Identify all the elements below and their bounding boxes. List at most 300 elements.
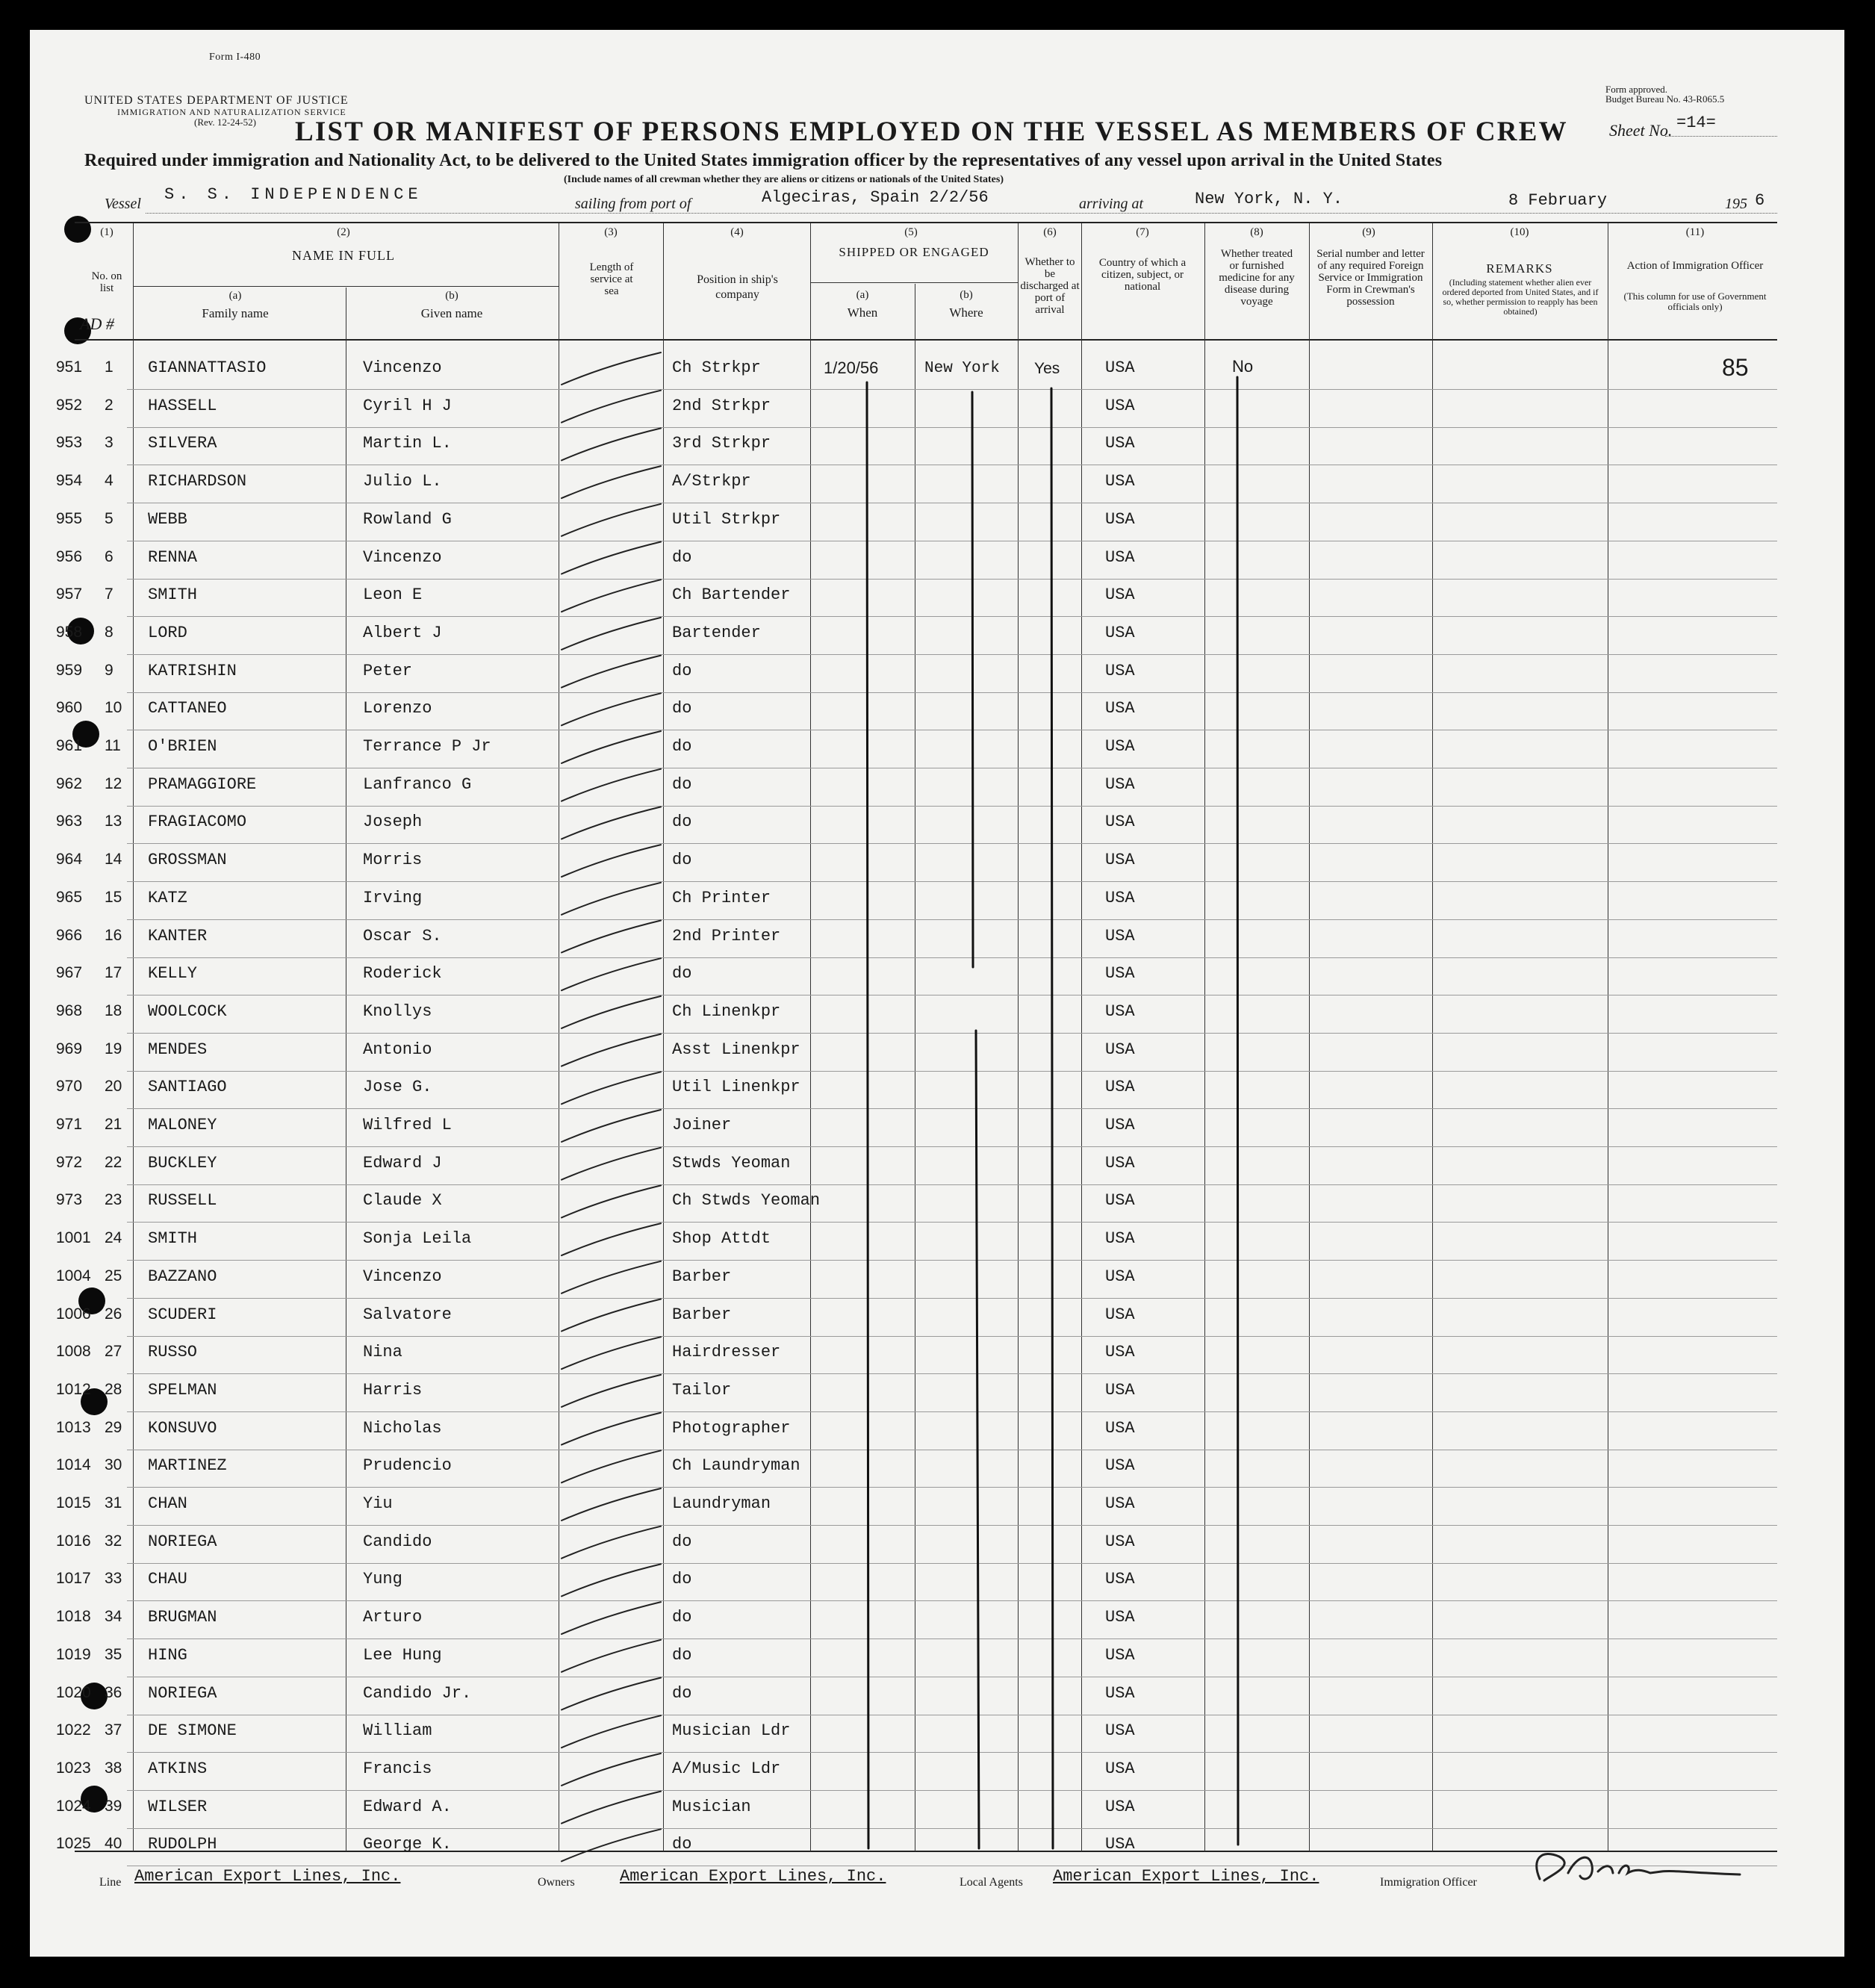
country: USA [1105, 358, 1135, 377]
owners-value: American Export Lines, Inc. [620, 1867, 886, 1886]
manifest-id: 1006 [56, 1305, 91, 1323]
col-name-header: NAME IN FULL [292, 248, 395, 263]
service-tick-mark [562, 1678, 661, 1710]
col-given-num: (b) [445, 290, 458, 302]
position: Shop Attdt [672, 1229, 771, 1249]
given-name: Candido Jr. [363, 1683, 472, 1703]
manifest-id: 956 [56, 547, 83, 565]
line-number: 19 [105, 1040, 122, 1057]
line-number: 39 [105, 1797, 122, 1815]
given-name: Jose G. [363, 1078, 432, 1097]
given-name: Sonja Leila [363, 1229, 472, 1249]
agency-service: IMMIGRATION AND NATURALIZATION SERVICE [117, 107, 346, 117]
service-tick-mark [562, 1261, 661, 1293]
col-when-num: (a) [856, 289, 869, 301]
manifest-id: 962 [56, 774, 83, 792]
family-name: BUCKLEY [148, 1153, 217, 1172]
col-where-num: (b) [960, 289, 973, 301]
family-name: KONSUVO [148, 1418, 217, 1438]
agents-label: Local Agents [960, 1876, 1023, 1889]
line-number: 21 [105, 1116, 122, 1133]
given-name: Harris [363, 1380, 423, 1400]
given-name: Yiu [363, 1494, 393, 1513]
position: Stwds Yeoman [672, 1153, 791, 1172]
manifest-id: 1015 [56, 1494, 91, 1512]
country: USA [1105, 1759, 1135, 1778]
service-tick-mark [562, 391, 661, 423]
given-name: William [363, 1721, 432, 1741]
line-number: 17 [105, 964, 122, 982]
medicine-value: No [1232, 357, 1254, 376]
position: do [672, 813, 692, 832]
line-number: 33 [105, 1570, 122, 1588]
line-value: American Export Lines, Inc. [134, 1867, 401, 1886]
line-number: 5 [105, 509, 114, 527]
form-revision: (Rev. 12-24-52) [194, 117, 256, 128]
line-number: 7 [105, 585, 114, 603]
family-name: O'BRIEN [148, 737, 217, 756]
position: Barber [672, 1267, 732, 1286]
manifest-id: 1022 [56, 1721, 91, 1739]
given-name: Cyril H J [363, 396, 452, 415]
manifest-id: 957 [56, 585, 83, 603]
col-shipped-num: (5) [904, 226, 918, 238]
given-name: Lee Hung [363, 1645, 442, 1665]
service-tick-mark [562, 1223, 661, 1255]
position: Joiner [672, 1116, 732, 1134]
given-name: Morris [363, 851, 423, 870]
service-tick-mark [562, 1754, 661, 1786]
service-tick-mark [562, 958, 661, 990]
subtitle: Required under immigration and Nationality Act, to be delivered to the United States immigration officer by the representatives of any vessel upon arrival in the United States [84, 151, 1443, 170]
manifest-id: 969 [56, 1040, 83, 1057]
manifest-id: 964 [56, 851, 83, 869]
family-name: WOOLCOCK [148, 1001, 227, 1021]
country: USA [1105, 1153, 1135, 1172]
service-tick-mark [562, 1034, 661, 1066]
family-name: LORD [148, 623, 187, 642]
manifest-id: 973 [56, 1191, 83, 1209]
position: 2nd Strkpr [672, 396, 771, 415]
given-name: Terrance P Jr [363, 737, 491, 756]
position: do [672, 1683, 692, 1703]
country: USA [1105, 1305, 1135, 1324]
line-number: 40 [105, 1835, 122, 1853]
manifest-id: 1013 [56, 1418, 91, 1436]
col-action-note: (This column for use of Government officials only) [1623, 291, 1767, 312]
country: USA [1105, 1229, 1135, 1249]
family-name: MALONEY [148, 1116, 217, 1134]
manifest-id: 968 [56, 1001, 83, 1019]
col-serial-header: Serial number and letter of any required Foreign Service or Immigration Form in Crewman's possession [1316, 248, 1425, 308]
given-name: Candido [363, 1532, 432, 1551]
given-name: Peter [363, 661, 413, 680]
discharged-value: Yes [1034, 360, 1060, 377]
document-title: LIST OR MANIFEST OF PERSONS EMPLOYED ON THE VESSEL AS MEMBERS OF CREW [295, 117, 1568, 147]
sailing-label: sailing from port of [575, 196, 691, 212]
form-number: Form I-480 [209, 52, 261, 63]
service-tick-mark [562, 1110, 661, 1142]
service-tick-mark [562, 883, 661, 915]
country: USA [1105, 774, 1135, 794]
manifest-id: 1001 [56, 1229, 91, 1247]
position: do [672, 699, 692, 718]
family-name: KANTER [148, 926, 208, 945]
position: Musician [672, 1797, 751, 1816]
position: do [672, 1532, 692, 1551]
given-name: Prudencio [363, 1456, 452, 1476]
col-service-num: (3) [604, 226, 618, 238]
col-remarks-header: REMARKS [1486, 261, 1553, 276]
given-name: Knollys [363, 1001, 432, 1021]
line-label: Line [99, 1876, 122, 1889]
col-medicine-header: Whether treated or furnished medicine for any disease during voyage [1219, 248, 1295, 308]
col-action-header: Action of Immigration Officer [1626, 260, 1764, 272]
service-tick-mark [562, 921, 661, 953]
col-position-header: Position in ship's company [697, 273, 778, 301]
sheet-number: =14= [1676, 114, 1716, 132]
manifest-id: 970 [56, 1078, 83, 1096]
manifest-id: 1017 [56, 1570, 91, 1588]
service-tick-mark [562, 1715, 661, 1748]
country: USA [1105, 1116, 1135, 1134]
service-tick-mark [562, 1640, 661, 1672]
ditto-where-line [976, 1031, 979, 1848]
position: do [672, 661, 692, 680]
country: USA [1105, 1380, 1135, 1400]
family-name: GROSSMAN [148, 851, 227, 870]
position: Barber [672, 1305, 732, 1324]
position: Musician Ldr [672, 1721, 791, 1741]
family-name: RUDOLPH [148, 1835, 217, 1854]
country: USA [1105, 1343, 1135, 1362]
country: USA [1105, 1645, 1135, 1665]
manifest-id: 1020 [56, 1683, 91, 1701]
country: USA [1105, 1570, 1135, 1589]
manifest-id: 1016 [56, 1532, 91, 1550]
family-name: NORIEGA [148, 1683, 217, 1703]
position: Photographer [672, 1418, 791, 1438]
service-tick-mark [562, 1488, 661, 1520]
manifest-id: 972 [56, 1153, 83, 1171]
service-tick-mark [562, 1792, 661, 1824]
col-shipped-header: SHIPPED OR ENGAGED [839, 245, 989, 259]
country: USA [1105, 1532, 1135, 1551]
family-name: SILVERA [148, 434, 217, 453]
country: USA [1105, 888, 1135, 907]
manifest-id: 951 [56, 358, 83, 376]
line-number: 1 [105, 358, 114, 376]
service-tick-mark [562, 1375, 661, 1407]
manifest-id: 1019 [56, 1645, 91, 1663]
family-name: CHAU [148, 1570, 187, 1589]
family-name: NORIEGA [148, 1532, 217, 1551]
col-action-num: (11) [1685, 226, 1705, 238]
country: USA [1105, 1721, 1135, 1741]
country: USA [1105, 699, 1135, 718]
family-name: SMITH [148, 1229, 198, 1249]
manifest-id: 1023 [56, 1759, 91, 1777]
given-name: Arturo [363, 1608, 423, 1627]
col-family-header: Family name [202, 306, 269, 320]
position: A/Music Ldr [672, 1759, 781, 1778]
country: USA [1105, 1683, 1135, 1703]
service-tick-mark [562, 731, 661, 763]
position: do [672, 1570, 692, 1589]
manifest-id: 967 [56, 964, 83, 982]
position: do [672, 547, 692, 567]
manifest-id: 952 [56, 396, 83, 414]
position: do [672, 964, 692, 984]
service-tick-mark [562, 1450, 661, 1482]
position: Util Strkpr [672, 509, 781, 529]
line-number: 29 [105, 1418, 122, 1436]
service-tick-mark [562, 618, 661, 650]
family-name: SPELMAN [148, 1380, 217, 1400]
service-tick-mark [562, 845, 661, 877]
given-name: Leon E [363, 585, 423, 605]
line-number: 2 [105, 396, 114, 414]
position: Util Linenkpr [672, 1078, 800, 1097]
shipped-when: 1/20/56 [824, 358, 879, 377]
family-name: DE SIMONE [148, 1721, 237, 1741]
family-name: SCUDERI [148, 1305, 217, 1324]
given-name: Vincenzo [363, 1267, 442, 1286]
vessel-name: S. S. INDEPENDENCE [164, 185, 423, 204]
col-no-header: No. on list [91, 270, 122, 294]
manifest-id: 959 [56, 661, 83, 679]
line-number: 4 [105, 472, 114, 490]
family-name: RENNA [148, 547, 198, 567]
position: Bartender [672, 623, 761, 642]
approval-note: Form approved. [1605, 84, 1668, 95]
given-name: Irving [363, 888, 423, 907]
line-number: 9 [105, 661, 114, 679]
arriving-label: arriving at [1079, 196, 1144, 212]
family-name: FRAGIACOMO [148, 813, 247, 832]
manifest-id: 1024 [56, 1797, 91, 1815]
family-name: KATRISHIN [148, 661, 237, 680]
position: Ch Printer [672, 888, 771, 907]
position: do [672, 774, 692, 794]
ditto-where-line [972, 392, 973, 967]
line-number: 23 [105, 1191, 122, 1209]
manifest-id: 1004 [56, 1267, 91, 1285]
line-number: 26 [105, 1305, 122, 1323]
position: do [672, 1645, 692, 1665]
given-name: Vincenzo [363, 547, 442, 567]
manifest-id: 1008 [56, 1343, 91, 1361]
col-country-num: (7) [1136, 226, 1149, 238]
manifest-id: 963 [56, 813, 83, 830]
agents-value: American Export Lines, Inc. [1053, 1867, 1319, 1886]
col-discharged-header: Whether to be discharged at port of arrival [1020, 256, 1080, 316]
position: A/Strkpr [672, 472, 751, 491]
manifest-id: 958 [56, 623, 83, 641]
country: USA [1105, 585, 1135, 605]
service-tick-mark [562, 1829, 661, 1861]
country: USA [1105, 1456, 1135, 1476]
col-medicine-num: (8) [1250, 226, 1263, 238]
family-name: MENDES [148, 1040, 208, 1059]
country: USA [1105, 472, 1135, 491]
officer-signature [1523, 1843, 1747, 1895]
family-name: RUSSELL [148, 1191, 217, 1211]
country: USA [1105, 1191, 1135, 1211]
line-number: 6 [105, 547, 114, 565]
position: Ch Laundryman [672, 1456, 800, 1476]
position: Asst Linenkpr [672, 1040, 800, 1059]
service-tick-mark [562, 1072, 661, 1104]
agency-name: UNITED STATES DEPARTMENT OF JUSTICE [84, 94, 349, 107]
col-given-header: Given name [420, 306, 483, 320]
country: USA [1105, 1267, 1135, 1286]
given-name: Oscar S. [363, 926, 442, 945]
ditto-medicine-line [1237, 377, 1238, 1845]
line-number: 13 [105, 813, 122, 830]
position: do [672, 1608, 692, 1627]
col-ad-label: AD # [80, 314, 114, 333]
col-family-num: (a) [228, 290, 242, 302]
family-name: SANTIAGO [148, 1078, 227, 1097]
service-tick-mark [562, 1564, 661, 1596]
service-tick-mark [562, 466, 661, 498]
line-number: 20 [105, 1078, 122, 1096]
manifest-id: 953 [56, 434, 83, 452]
country: USA [1105, 1078, 1135, 1097]
given-name: Lanfranco G [363, 774, 472, 794]
subtitle-note: (Include names of all crewman whether they are aliens or citizens or nationals of the United States) [564, 174, 1004, 185]
manifest-id: 1025 [56, 1835, 91, 1853]
line-number: 28 [105, 1380, 122, 1398]
given-name: Roderick [363, 964, 442, 984]
year-prefix: 195 [1725, 196, 1747, 212]
manifest-id: 960 [56, 699, 83, 717]
service-tick-mark [562, 504, 661, 536]
year-digit: 6 [1755, 191, 1765, 210]
country: USA [1105, 509, 1135, 529]
country: USA [1105, 964, 1135, 984]
line-number: 36 [105, 1683, 122, 1701]
given-name: Joseph [363, 813, 423, 832]
family-name: ATKINS [148, 1759, 208, 1778]
country: USA [1105, 813, 1135, 832]
col-no-num: (1) [100, 226, 114, 238]
country: USA [1105, 434, 1135, 453]
col-country-header: Country of which a citizen, subject, or national [1098, 257, 1187, 293]
given-name: Nina [363, 1343, 402, 1362]
family-name: WILSER [148, 1797, 208, 1816]
service-tick-mark [562, 1185, 661, 1217]
country: USA [1105, 623, 1135, 642]
manifest-id: 1012 [56, 1380, 91, 1398]
country: USA [1105, 1835, 1135, 1854]
position: Ch Linenkpr [672, 1001, 781, 1021]
manifest-id: 1014 [56, 1456, 91, 1474]
country: USA [1105, 737, 1135, 756]
position: do [672, 1835, 692, 1854]
family-name: BRUGMAN [148, 1608, 217, 1627]
col-where-header: Where [949, 305, 983, 320]
given-name: Albert J [363, 623, 442, 642]
given-name: Edward A. [363, 1797, 452, 1816]
service-tick-mark [562, 580, 661, 612]
budget-bureau-no: Budget Bureau No. 43-R065.5 [1605, 93, 1725, 105]
line-number: 35 [105, 1645, 122, 1663]
position: 2nd Printer [672, 926, 781, 945]
col-discharged-num: (6) [1043, 226, 1057, 238]
col-when-header: When [847, 305, 878, 320]
position: Ch Strkpr [672, 358, 761, 377]
country: USA [1105, 1608, 1135, 1627]
line-number: 14 [105, 851, 122, 869]
service-tick-mark [562, 428, 661, 460]
position: Ch Stwds Yeoman [672, 1191, 821, 1211]
manifest-id: 961 [56, 737, 83, 754]
ditto-when-line [867, 382, 868, 1848]
given-name: Salvatore [363, 1305, 452, 1324]
manifest-id: 1018 [56, 1608, 91, 1626]
given-name: Yung [363, 1570, 402, 1589]
line-number: 12 [105, 774, 122, 792]
family-name: WEBB [148, 509, 187, 529]
line-number: 31 [105, 1494, 122, 1512]
position: Laundryman [672, 1494, 771, 1513]
family-name: SMITH [148, 585, 198, 605]
line-number: 22 [105, 1153, 122, 1171]
service-tick-mark [562, 1148, 661, 1180]
manifest-id: 966 [56, 926, 83, 944]
vessel-label: Vessel [105, 196, 141, 212]
officer-action-value: 85 [1722, 354, 1749, 381]
service-tick-mark [562, 352, 661, 385]
family-name: BAZZANO [148, 1267, 217, 1286]
shipped-where: New York [924, 360, 1000, 377]
country: USA [1105, 547, 1135, 567]
given-name: Martin L. [363, 434, 452, 453]
service-tick-mark [562, 769, 661, 801]
given-name: Julio L. [363, 472, 442, 491]
country: USA [1105, 1001, 1135, 1021]
officer-label: Immigration Officer [1380, 1876, 1477, 1889]
given-name: Lorenzo [363, 699, 432, 718]
country: USA [1105, 661, 1135, 680]
country: USA [1105, 1418, 1135, 1438]
col-position-num: (4) [730, 226, 744, 238]
line-number: 34 [105, 1608, 122, 1626]
given-name: Edward J [363, 1153, 442, 1172]
manifest-id: 955 [56, 509, 83, 527]
family-name: MARTINEZ [148, 1456, 227, 1476]
service-tick-mark [562, 1602, 661, 1634]
family-name: RUSSO [148, 1343, 198, 1362]
line-number: 30 [105, 1456, 122, 1474]
ditto-discharged-line [1051, 388, 1053, 1848]
family-name: HASSELL [148, 396, 217, 415]
sailing-port: Algeciras, Spain 2/2/56 [762, 188, 989, 207]
position: 3rd Strkpr [672, 434, 771, 453]
col-name-num: (2) [337, 226, 350, 238]
line-number: 10 [105, 699, 122, 717]
line-number: 8 [105, 623, 114, 641]
given-name: Wilfred L [363, 1116, 452, 1134]
line-number: 25 [105, 1267, 122, 1285]
line-number: 3 [105, 434, 114, 452]
manifest-id: 971 [56, 1116, 83, 1133]
service-tick-mark [562, 542, 661, 574]
service-tick-mark [562, 996, 661, 1028]
service-tick-mark [562, 1337, 661, 1369]
